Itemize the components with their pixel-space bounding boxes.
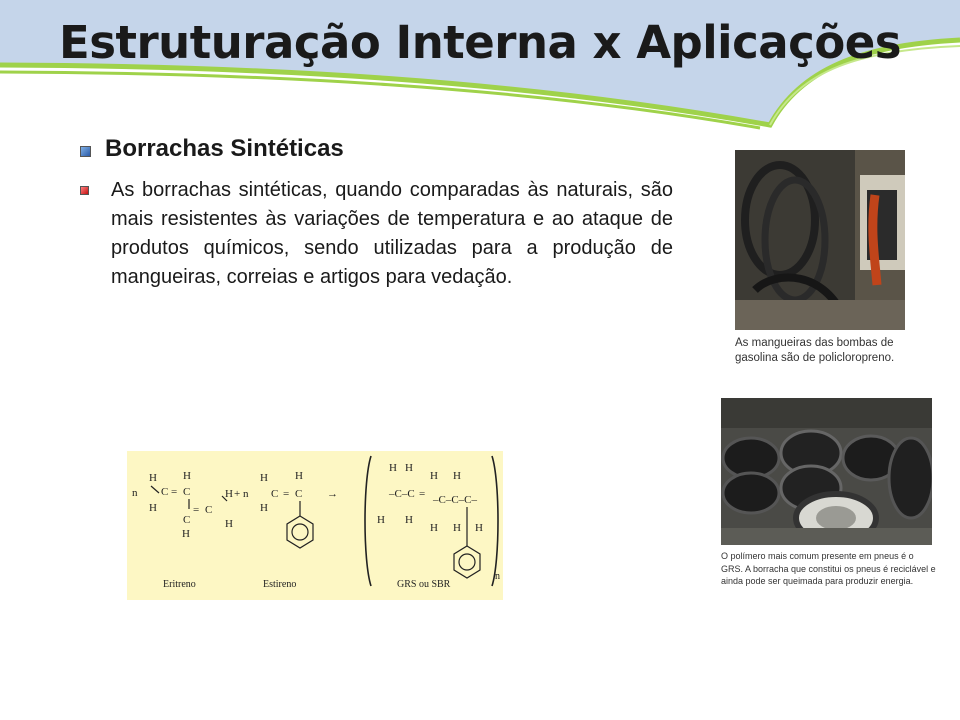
svg-text:H: H (389, 462, 397, 474)
eritreno-label: Eritreno (163, 579, 196, 590)
svg-text:H: H (377, 514, 385, 526)
svg-text:H: H (260, 502, 268, 514)
svg-text:n: n (132, 487, 138, 499)
svg-text:=: = (193, 504, 200, 516)
svg-text:C: C (295, 488, 303, 500)
svg-text:H: H (405, 462, 413, 474)
svg-text:C: C (271, 488, 279, 500)
svg-text:=: = (171, 486, 178, 498)
polymer-n-subscript: n (495, 571, 500, 582)
svg-text:H: H (405, 514, 413, 526)
svg-text:H: H (453, 470, 461, 482)
svg-text:=: = (419, 488, 426, 500)
svg-text:→: → (327, 488, 338, 500)
tires-caption: O polímero mais comum presente em pneus é o GRS. A borracha que constitui os pneus é reciclável e ainda pode ser queimada para produzir energia. (721, 551, 936, 586)
svg-text:=: = (283, 488, 290, 500)
svg-text:H: H (183, 470, 191, 482)
svg-text:H: H (430, 522, 438, 534)
svg-text:C: C (205, 504, 213, 516)
svg-text:C: C (161, 486, 169, 498)
slide-title: Estruturação Interna x Aplicações (58, 16, 902, 69)
svg-text:H: H (430, 470, 438, 482)
svg-text:C: C (183, 514, 191, 526)
svg-text:H: H (453, 522, 461, 534)
estireno-label: Estireno (263, 579, 297, 590)
svg-text:–C–C–C–: –C–C–C– (433, 494, 478, 506)
svg-text:H: H (260, 472, 268, 484)
gas-pump-hoses-photo (735, 150, 905, 330)
product-label: GRS ou SBR (397, 579, 451, 590)
tires-image-icon (721, 398, 932, 545)
svg-text:H: H (475, 522, 483, 534)
stacked-tires-photo (721, 398, 932, 545)
hoses-image-icon (735, 150, 905, 330)
svg-text:H: H (295, 470, 303, 482)
svg-text:H: H (149, 502, 157, 514)
svg-text:H: H (182, 528, 190, 540)
svg-text:+: + (234, 488, 241, 500)
body-bullet-icon (80, 186, 89, 195)
svg-text:C: C (183, 486, 191, 498)
svg-text:n: n (243, 488, 249, 500)
section-heading: Borrachas Sintéticas (105, 135, 344, 162)
svg-text:H: H (225, 518, 233, 530)
svg-text:–C–C: –C–C (389, 488, 415, 500)
heading-bullet-icon (80, 146, 91, 157)
hoses-caption: As mangueiras das bombas de gasolina são de policloropreno. (735, 337, 895, 364)
body-paragraph: As borrachas sintéticas, quando comparadas às naturais, são mais resistentes às variações de temperatura e ao ataque de produtos químicos, sendo utilizadas para a produção de mangueiras, correias e artigos para vedação. (111, 179, 673, 288)
svg-text:H: H (225, 488, 233, 500)
svg-text:H: H (149, 472, 157, 484)
sbr-reaction-diagram (127, 451, 503, 600)
